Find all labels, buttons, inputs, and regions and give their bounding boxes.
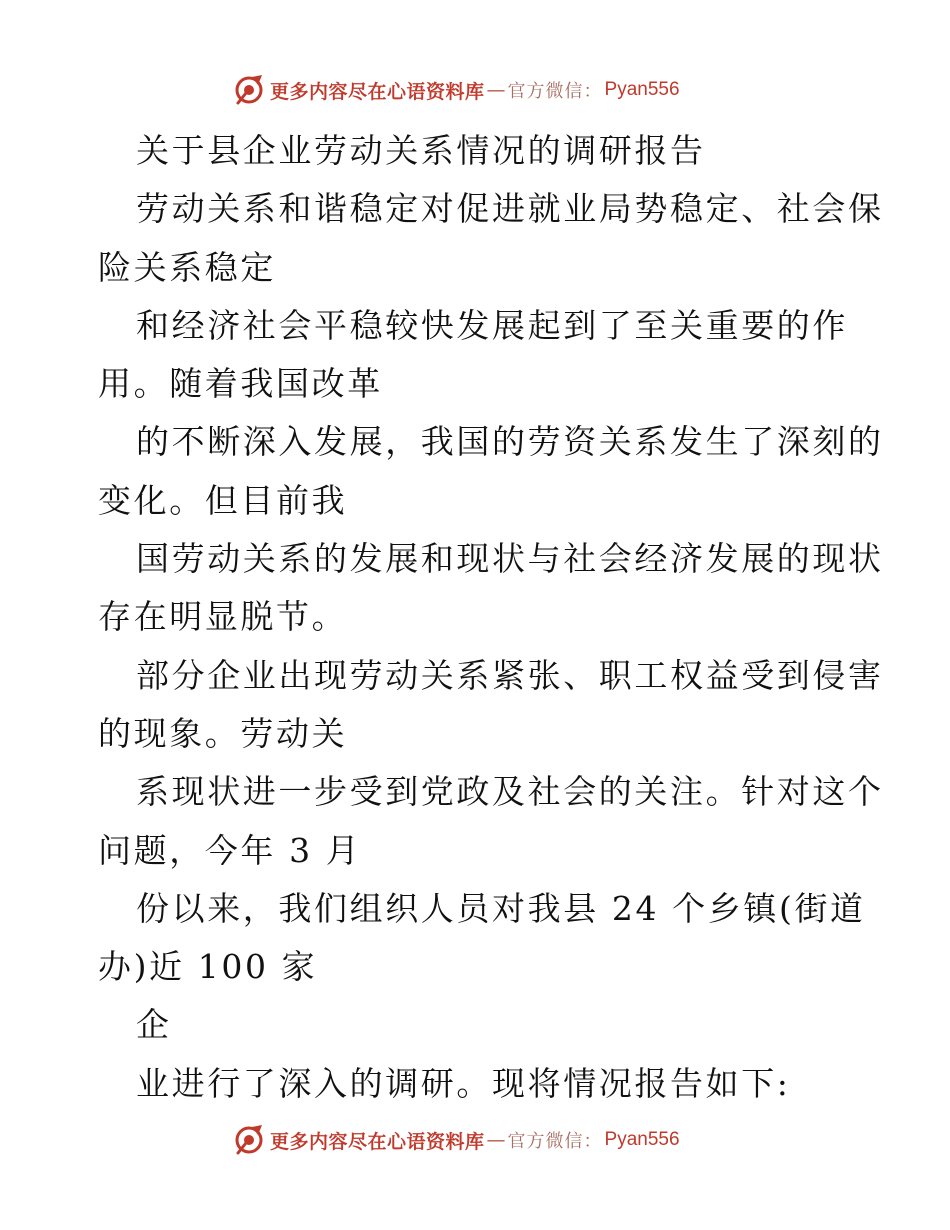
paragraph-line: 变化。但目前我 bbox=[98, 480, 348, 520]
header-official-label: 官方微信： bbox=[507, 81, 603, 102]
paragraph-line: 问题，今年 3 月 bbox=[98, 830, 362, 870]
footer-dash: — bbox=[486, 1129, 506, 1151]
paragraph-line: 用。随着我国改革 bbox=[98, 364, 383, 404]
header-dash: — bbox=[486, 79, 506, 101]
paragraph-line: 国劳动关系的发展和现状与社会经济发展的现状 bbox=[136, 539, 884, 579]
paragraph-line: 存在明显脱节。 bbox=[98, 597, 348, 637]
paragraph-line: 的不断深入发展，我国的劳资关系发生了深刻的 bbox=[136, 422, 884, 462]
quill-logo-icon bbox=[232, 1123, 266, 1157]
paragraph-line: 和经济社会平稳较快发展起到了至关重要的作 bbox=[136, 305, 848, 345]
paragraph-line: 业进行了深入的调研。现将情况报告如下: bbox=[136, 1063, 791, 1103]
quill-logo-icon bbox=[232, 73, 266, 107]
paragraph-line: 险关系稳定 bbox=[98, 247, 276, 287]
footer-brand-text: 更多内容尽在心语资料库 bbox=[270, 1130, 485, 1153]
header-banner bbox=[232, 72, 680, 108]
footer-wechat-id: Pyan556 bbox=[604, 1129, 680, 1150]
header-wechat-id: Pyan556 bbox=[604, 79, 680, 100]
footer-official-label: 官方微信： bbox=[507, 1131, 603, 1152]
paragraph-line: 企 bbox=[136, 1005, 172, 1045]
paragraph-line: 部分企业出现劳动关系紧张、职工权益受到侵害 bbox=[136, 655, 884, 695]
paragraph-line: 系现状进一步受到党政及社会的关注。针对这个 bbox=[136, 772, 884, 812]
paragraph-line: 份以来，我们组织人员对我县 24 个乡镇(街道 bbox=[136, 888, 866, 928]
document-title: 关于县企业劳动关系情况的调研报告 bbox=[136, 131, 706, 170]
document-body bbox=[98, 122, 884, 1113]
footer-banner bbox=[232, 1122, 680, 1158]
paragraph-line: 办)近 100 家 bbox=[98, 947, 318, 987]
paragraph-line: 劳动关系和谐稳定对促进就业局势稳定、社会保 bbox=[136, 189, 884, 229]
header-brand-text: 更多内容尽在心语资料库 bbox=[270, 80, 485, 103]
paragraph-line: 的现象。劳动关 bbox=[98, 713, 348, 753]
